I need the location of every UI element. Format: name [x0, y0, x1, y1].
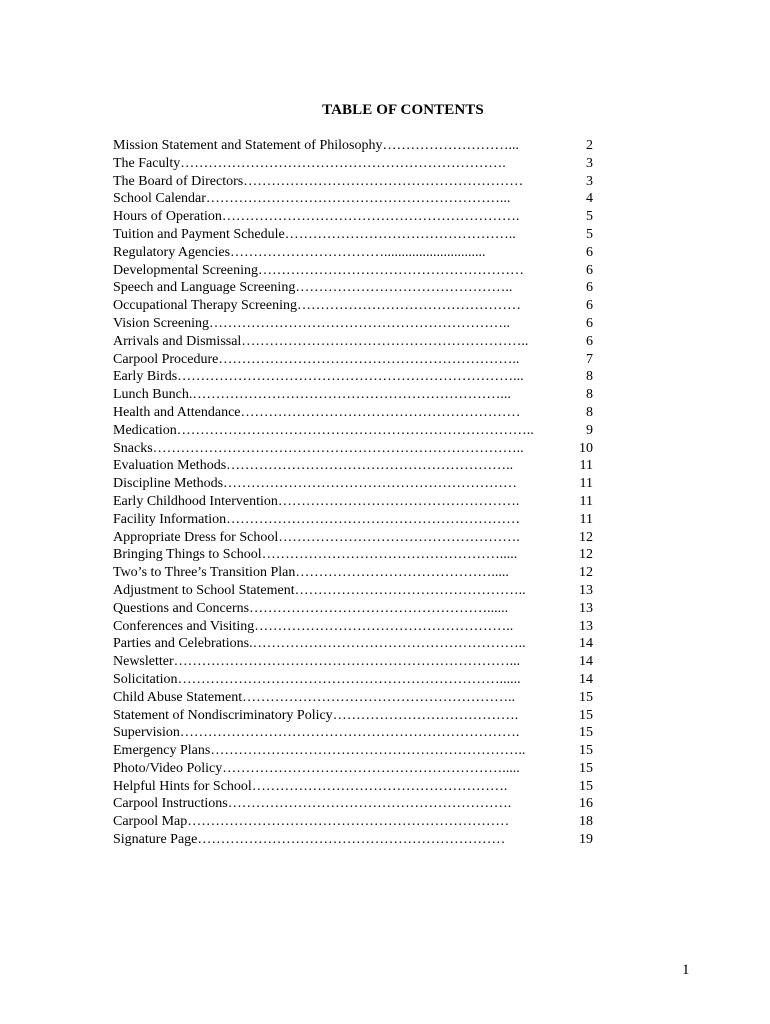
- toc-entry-label: Mission Statement and Statement of Philosophy: [113, 138, 383, 153]
- toc-entry-label: Carpool Map: [113, 814, 188, 830]
- toc-entry: [113, 689, 593, 707]
- toc-entry-page: 6: [586, 244, 593, 260]
- toc-entry-leader: …………………………………………: [297, 298, 522, 314]
- toc-entry: [113, 155, 593, 173]
- toc-entry-leader: …………………………………………..: [284, 226, 516, 242]
- toc-entry: [113, 795, 593, 813]
- toc-entry: [113, 635, 593, 653]
- toc-entry-leader: ……………………………………………………………......: [177, 671, 521, 687]
- toc-entry: [113, 546, 593, 564]
- toc-entry-page: 2: [586, 138, 593, 153]
- toc-entry-label: Arrivals and Dismissal: [113, 333, 242, 349]
- toc-entry-leader: …………………………….............................: [230, 244, 486, 260]
- toc-entry-page: 8: [586, 369, 593, 385]
- toc-entry-leader: ………………………………………………………..: [208, 315, 510, 331]
- toc-entry-label: Medication: [113, 422, 177, 438]
- toc-entry-leader: ………………………………………………………...: [205, 191, 511, 207]
- toc-entry: [113, 351, 593, 369]
- toc-entry-page: 12: [579, 529, 593, 545]
- toc-entry: [113, 386, 593, 404]
- toc-entry-label: Facility Information: [113, 511, 227, 527]
- toc-entry-page: 13: [579, 618, 593, 634]
- toc-entry-leader: ……………………………………………......: [249, 600, 509, 616]
- toc-entry-leader: …………………………………………………………….: [180, 155, 506, 171]
- toc-entry-label: Vision Screening: [113, 315, 209, 331]
- toc-entry: [113, 618, 593, 636]
- toc-entry-label: Photo/Video Policy: [113, 760, 223, 776]
- toc-entry-leader: ……………………………………………………..: [241, 333, 529, 349]
- toc-entry-label: Adjustment to School Statement: [113, 582, 295, 598]
- toc-entry-page: 13: [579, 582, 593, 598]
- toc-entry-leader: ………………………………….: [332, 707, 519, 723]
- toc-entry-leader: …………………………………………………………...: [192, 387, 511, 403]
- toc-entry-page: 15: [579, 743, 593, 759]
- toc-entry-leader: …………………………………………….: [277, 493, 520, 509]
- toc-entry-page: 6: [586, 315, 593, 331]
- toc-entry-page: 14: [579, 654, 593, 670]
- toc-entry-leader: ………………………………………………………: [226, 511, 521, 527]
- toc-entry-page: 11: [579, 476, 593, 492]
- toc-entry-label: Parties and Celebrations.: [113, 636, 253, 652]
- page-title: TABLE OF CONTENTS: [322, 102, 484, 118]
- toc-entry-label: Developmental Screening: [113, 262, 259, 278]
- toc-entry-label: Hours of Operation: [113, 209, 222, 225]
- toc-entry-page: 14: [579, 671, 593, 687]
- toc-entry: [113, 600, 593, 618]
- toc-entry-page: 6: [586, 262, 593, 278]
- toc-entry-page: 15: [579, 760, 593, 776]
- toc-entry-leader: …………………………………………………….: [227, 796, 512, 812]
- toc-entry-page: 9: [586, 422, 593, 438]
- toc-entry-page: 15: [579, 778, 593, 794]
- toc-entry: [113, 475, 593, 493]
- toc-entry-leader: …………………………………………………….....: [222, 760, 520, 776]
- toc-entry: [113, 778, 593, 796]
- toc-entry-label: Statement of Nondiscriminatory Policy: [113, 707, 333, 723]
- toc-entry: [113, 813, 593, 831]
- toc-entry-label: Emergency Plans: [113, 743, 211, 759]
- toc-entry: [113, 137, 593, 155]
- toc-entry-leader: ……………………………………………………: [243, 173, 524, 189]
- toc-entry-leader: ……………………………………………………………………..: [152, 440, 524, 456]
- toc-entry: [113, 226, 593, 244]
- toc-entry-leader: ……………………………………………………………….: [179, 725, 520, 741]
- toc-entry-leader: ………………………...: [382, 138, 519, 153]
- toc-entry-label: Solicitation: [113, 671, 178, 687]
- toc-entry-label: Conferences and Visiting: [113, 618, 255, 634]
- toc-entry-leader: ……………………………………………………………: [187, 814, 510, 830]
- toc-entry: [113, 333, 593, 351]
- toc-entry-page: 12: [579, 565, 593, 581]
- toc-entry: [113, 190, 593, 208]
- toc-entry-label: Carpool Instructions: [113, 796, 228, 812]
- toc-entry-label: Early Birds: [113, 369, 178, 385]
- toc-entry: [113, 831, 593, 849]
- toc-entry-page: 3: [586, 155, 593, 171]
- toc-entry: [113, 582, 593, 600]
- toc-entry-page: 14: [579, 636, 593, 652]
- toc-entry-label: Early Childhood Intervention: [113, 493, 278, 509]
- toc-entry: [113, 279, 593, 297]
- toc-entry-leader: ………………………………………..: [295, 280, 513, 296]
- toc-entry-page: 18: [579, 814, 593, 830]
- toc-entry: [113, 671, 593, 689]
- toc-entry-page: 13: [579, 600, 593, 616]
- toc-entry-label: Speech and Language Screening: [113, 280, 296, 296]
- toc-entry-leader: …………………………………………..: [294, 582, 526, 598]
- toc-entry-page: 15: [579, 725, 593, 741]
- toc-entry-label: The Board of Directors: [113, 173, 244, 189]
- toc-entry-leader: …………………………………….....: [295, 565, 509, 581]
- toc-entry-page: 6: [586, 333, 593, 349]
- toc-entry: [113, 440, 593, 458]
- toc-entry-leader: …………………………………………………………..: [210, 743, 526, 759]
- toc-entry-label: School Calendar: [113, 191, 206, 207]
- toc-entry-page: 6: [586, 298, 593, 314]
- toc-entry-leader: ……………………………………………………..: [226, 458, 514, 474]
- toc-entry-leader: …………………………………………………..: [252, 636, 526, 652]
- toc-entry-leader: …………………………………………………………………..: [176, 422, 534, 438]
- toc-entry: [113, 368, 593, 386]
- toc-entry: [113, 724, 593, 742]
- table-of-contents: [113, 137, 593, 849]
- toc-entry: [113, 511, 593, 529]
- toc-entry: [113, 244, 593, 262]
- toc-entry-leader: …………………………………………….....: [261, 547, 518, 563]
- toc-entry-label: Helpful Hints for School: [113, 778, 252, 794]
- toc-entry-label: Regulatory Agencies: [113, 244, 231, 260]
- toc-entry-label: Health and Attendance: [113, 404, 241, 420]
- toc-entry-page: 5: [586, 209, 593, 225]
- toc-entry: [113, 653, 593, 671]
- toc-entry: [113, 422, 593, 440]
- toc-entry-page: 4: [586, 191, 593, 207]
- toc-entry-label: Signature Page: [113, 832, 198, 848]
- toc-entry-leader: …………………………………………….: [278, 529, 520, 545]
- toc-entry-leader: …………………………………………………………: [197, 832, 506, 848]
- toc-entry-page: 11: [579, 493, 593, 509]
- toc-entry-page: 10: [579, 440, 593, 456]
- toc-entry-label: Child Abuse Statement: [113, 689, 243, 705]
- toc-entry-leader: ……………………………………………………….: [221, 209, 520, 225]
- toc-entry-page: 7: [586, 351, 593, 367]
- toc-entry: [113, 173, 593, 191]
- toc-entry-label: Snacks: [113, 440, 153, 456]
- toc-entry-leader: ………………………………………………………: [223, 476, 518, 492]
- toc-entry: [113, 315, 593, 333]
- toc-entry: [113, 457, 593, 475]
- toc-entry: [113, 297, 593, 315]
- toc-entry-label: Two’s to Three’s Transition Plan: [113, 565, 296, 581]
- toc-entry-label: Newsletter: [113, 654, 174, 670]
- toc-entry-page: 5: [586, 226, 593, 242]
- toc-entry-leader: …………………………………………………..: [242, 689, 516, 705]
- toc-entry-page: 12: [579, 547, 593, 563]
- toc-entry-page: 11: [579, 511, 593, 527]
- toc-entry-label: Carpool Procedure: [113, 351, 219, 367]
- toc-entry-leader: ……………………………………………………: [240, 404, 521, 420]
- toc-entry-label: Bringing Things to School: [113, 547, 262, 563]
- toc-entry: [113, 493, 593, 511]
- toc-entry-page: 8: [586, 387, 593, 403]
- toc-entry-leader: ………………………………………………………………...: [173, 654, 521, 670]
- toc-entry-label: Occupational Therapy Screening: [113, 298, 298, 314]
- page-number: 1: [682, 962, 690, 978]
- toc-entry: [113, 208, 593, 226]
- toc-entry-leader: ………………………………………………………..: [218, 351, 520, 367]
- toc-entry-label: Lunch Bunch.: [113, 387, 193, 403]
- toc-entry-label: Evaluation Methods: [113, 458, 227, 474]
- toc-entry: [113, 564, 593, 582]
- toc-entry: [113, 742, 593, 760]
- toc-entry-page: 15: [579, 707, 593, 723]
- toc-entry-page: 15: [579, 689, 593, 705]
- toc-entry-page: 8: [586, 404, 593, 420]
- toc-entry-page: 11: [579, 458, 593, 474]
- toc-entry-page: 3: [586, 173, 593, 189]
- toc-entry: [113, 404, 593, 422]
- toc-entry: [113, 262, 593, 280]
- toc-entry-label: Supervision: [113, 725, 180, 741]
- toc-entry-page: 6: [586, 280, 593, 296]
- toc-entry-label: Appropriate Dress for School: [113, 529, 279, 545]
- toc-entry-leader: …………………………………………………: [258, 262, 525, 278]
- toc-entry-page: 16: [579, 796, 593, 812]
- toc-entry-leader: ………………………………………………………………...: [177, 369, 524, 385]
- toc-entry: [113, 529, 593, 547]
- toc-entry-page: 19: [579, 832, 593, 848]
- toc-entry-label: Discipline Methods: [113, 476, 224, 492]
- toc-entry-label: Questions and Concerns: [113, 600, 250, 616]
- toc-entry-leader: ……………………………………………….: [251, 778, 508, 794]
- toc-entry: [113, 707, 593, 725]
- toc-entry: [113, 760, 593, 778]
- toc-entry-leader: ………………………………………………..: [254, 618, 514, 634]
- toc-entry-label: The Faculty: [113, 155, 181, 171]
- toc-entry-label: Tuition and Payment Schedule: [113, 226, 285, 242]
